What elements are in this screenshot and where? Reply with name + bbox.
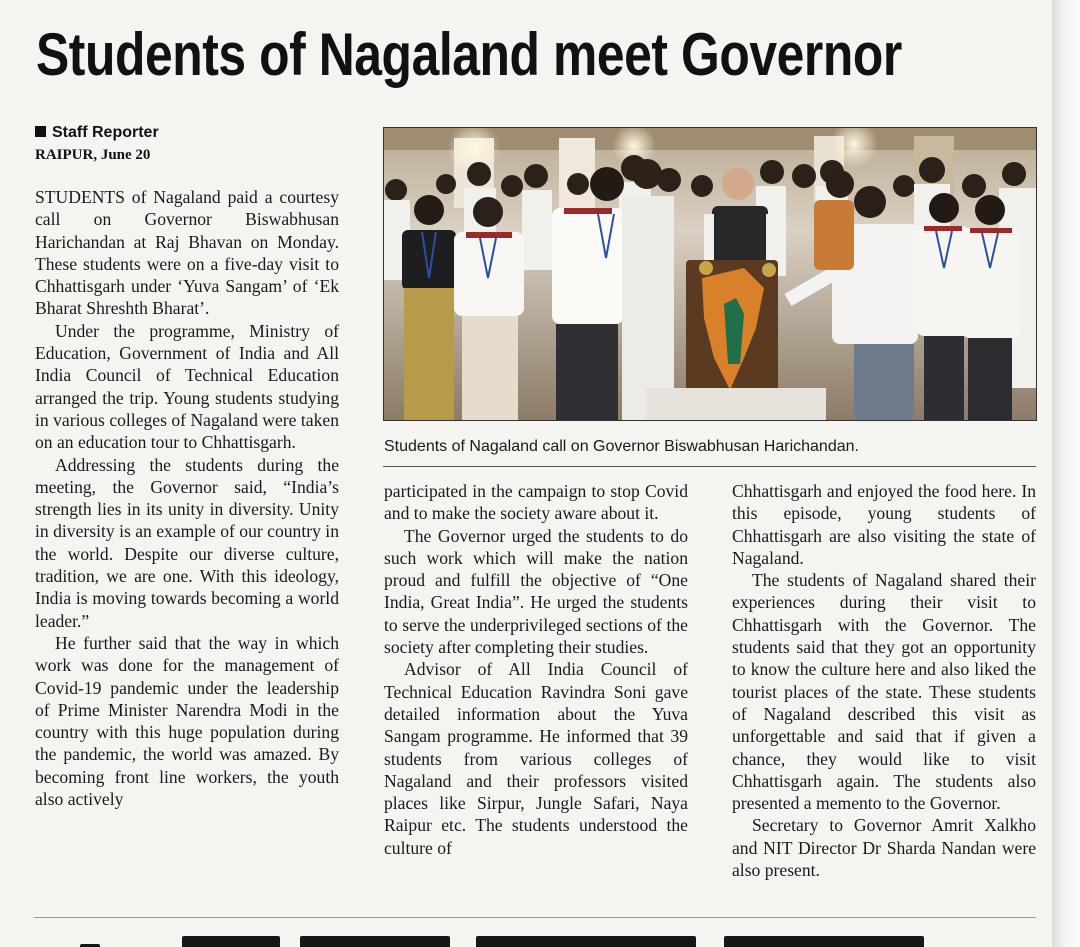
next-article-headline-fragment: [36, 924, 1036, 947]
photo-caption: Students of Nagaland call on Governor Biswabhusan Harichandan.: [384, 438, 859, 455]
byline-square-icon: [35, 126, 46, 137]
paragraph: STUDENTS of Nagaland paid a courtesy call on Governor Biswabhusan Harichandan at Raj Bhavan on Monday. These students were on a five-day visit to Chhattisgarh under ‘Yuva Sangam’ of ‘Ek Bharat Shreshth Bharat’.: [35, 187, 339, 319]
paragraph: participated in the campaign to stop Covid and to make the society aware about it.: [384, 481, 688, 524]
paragraph: Advisor of All India Council of Technical Education Ravindra Soni gave detailed information about the Yuva Sangam programme. He informed that 39 students from various colleges of Nagaland and their professors visited places like Sirpur, Jungle Safari, Naya Raipur etc. The students understood the culture of: [384, 659, 688, 858]
dateline: RAIPUR, June 20: [35, 147, 151, 163]
byline: [35, 123, 159, 143]
article-photo: [383, 127, 1037, 421]
paragraph: Chhattisgarh and enjoyed the food here. In this episode, young students of Chhattisgarh are also visiting the state of Nagaland.: [732, 481, 1036, 568]
article-column-3: [732, 480, 1036, 881]
paragraph: Addressing the students during the meeting, the Governor said, “India’s strength lies in its unity in diversity. Unity in diversity is an example of our country in the world. Despite our diverse culture, tradition, we are one. With this ideology, India is moving towards becoming a world leader.”: [35, 454, 339, 631]
paragraph: Under the programme, Ministry of Education, Government of India and All India Council of Technical Education arranged the trip. Young students studying in various colleges of Nagaland were taken on an education tour to Chhattisgarh.: [35, 320, 339, 453]
article-column-2: [384, 480, 688, 859]
paragraph: The Governor urged the students to do such work which will make the nation proud and fulfill the objective of “One India, Great India”. He urged the students to serve the underprivileged sections of the society after completing their studies.: [384, 525, 688, 658]
paragraph: He further said that the way in which work was done for the management of Covid-19 pandemic under the leadership of Prime Minister Narendra Modi in the country with this huge population during the pandemic, the world was amazed. By becoming front line workers, the youth also actively: [35, 632, 339, 810]
bottom-divider: [34, 917, 1036, 918]
article-headline: Students of Nagaland meet Governor: [36, 21, 902, 88]
caption-divider: [383, 466, 1036, 467]
page-edge: [1052, 0, 1080, 947]
paragraph: The students of Nagaland shared their experiences during their visit to Chhattisgarh with the Governor. The students said that they got an opportunity to know the culture here and also liked the tourist places of the state. These students of Nagaland described this visit as unforgettable and said that if given a chance, they would like to visit Chhattisgarh again. The students also presented a memento to the Governor.: [732, 570, 1036, 814]
article-column-1: [35, 186, 339, 810]
paragraph: Secretary to Governor Amrit Xalkho and NIT Director Dr Sharda Nandan were also present.: [732, 815, 1036, 881]
byline-text: Staff Reporter: [52, 124, 159, 141]
